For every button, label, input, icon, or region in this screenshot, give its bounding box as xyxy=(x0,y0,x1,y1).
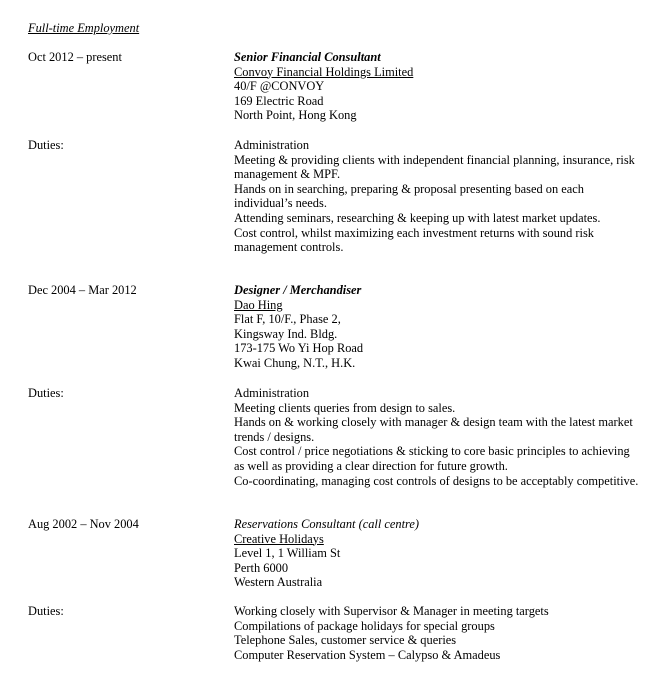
duty-line: Co-coordinating, managing cost controls of designs to be acceptably competitive. xyxy=(234,473,639,488)
company-name: Creative Holidays xyxy=(234,531,324,546)
company-name: Dao Hing xyxy=(234,297,283,312)
job-details xyxy=(234,50,659,123)
job-title: Reservations Consultant (call centre) xyxy=(234,517,420,531)
employment-period: Aug 2002 – Nov 2004 xyxy=(28,517,139,531)
duty-line: Meeting & providing clients with independent financial planning, insurance, risk xyxy=(234,152,635,167)
address-line: Perth 6000 xyxy=(234,560,289,575)
company-name: Convoy Financial Holdings Limited xyxy=(234,64,414,79)
duty-line: Cost control, whilst maximizing each investment returns with sound risk xyxy=(234,225,594,240)
address-line: Flat F, 10/F., Phase 2, xyxy=(234,312,341,327)
duties-list xyxy=(234,386,659,488)
duty-line: Compilations of package holidays for special groups xyxy=(234,618,495,633)
address-line: 173-175 Wo Yi Hop Road xyxy=(234,341,364,356)
duties-list xyxy=(234,604,659,662)
address-line: 169 Electric Road xyxy=(234,93,324,108)
address-line: North Point, Hong Kong xyxy=(234,108,357,123)
duties-label: Duties: xyxy=(28,386,64,400)
duty-line: Attending seminars, researching & keeping up with latest market updates. xyxy=(234,210,601,225)
address-line: Kingsway Ind. Bldg. xyxy=(234,326,338,341)
duties-label: Duties: xyxy=(28,604,64,618)
duty-line: Meeting clients queries from design to sales. xyxy=(234,400,456,415)
duty-line: Computer Reservation System – Calypso & Amadeus xyxy=(234,647,501,662)
duty-line: management controls. xyxy=(234,240,344,255)
address-line: Western Australia xyxy=(234,575,323,590)
duty-line: Cost control / price negotiations & sticking to core basic principles to achieving xyxy=(234,444,630,459)
duties-list xyxy=(234,138,659,255)
duty-line: Administration xyxy=(234,138,310,152)
duty-line: Working closely with Supervisor & Manager in meeting targets xyxy=(234,604,549,618)
duties-label: Duties: xyxy=(28,138,64,152)
address-line: Level 1, 1 William St xyxy=(234,546,341,561)
section-heading: Full-time Employment xyxy=(28,21,140,35)
duty-line: management & MPF. xyxy=(234,167,341,182)
job-title: Designer / Merchandiser xyxy=(234,283,362,297)
job-details xyxy=(234,283,659,371)
duty-line: Hands on & working closely with manager & design team with the latest market xyxy=(234,415,633,430)
address-line: Kwai Chung, N.T., H.K. xyxy=(234,355,356,370)
employment-period: Dec 2004 – Mar 2012 xyxy=(28,283,137,297)
job-title: Senior Financial Consultant xyxy=(234,50,381,64)
duty-line: as well as providing a clear direction for future growth. xyxy=(234,458,508,473)
duty-line: Telephone Sales, customer service & queries xyxy=(234,633,457,648)
duty-line: individual’s needs. xyxy=(234,196,327,211)
duty-line: Hands on in searching, preparing & proposal presenting based on each xyxy=(234,181,584,196)
duty-line: Administration xyxy=(234,386,310,400)
address-line: 40/F @CONVOY xyxy=(234,79,325,94)
employment-period: Oct 2012 – present xyxy=(28,50,122,64)
job-details xyxy=(234,517,659,590)
duty-line: trends / designs. xyxy=(234,429,315,444)
